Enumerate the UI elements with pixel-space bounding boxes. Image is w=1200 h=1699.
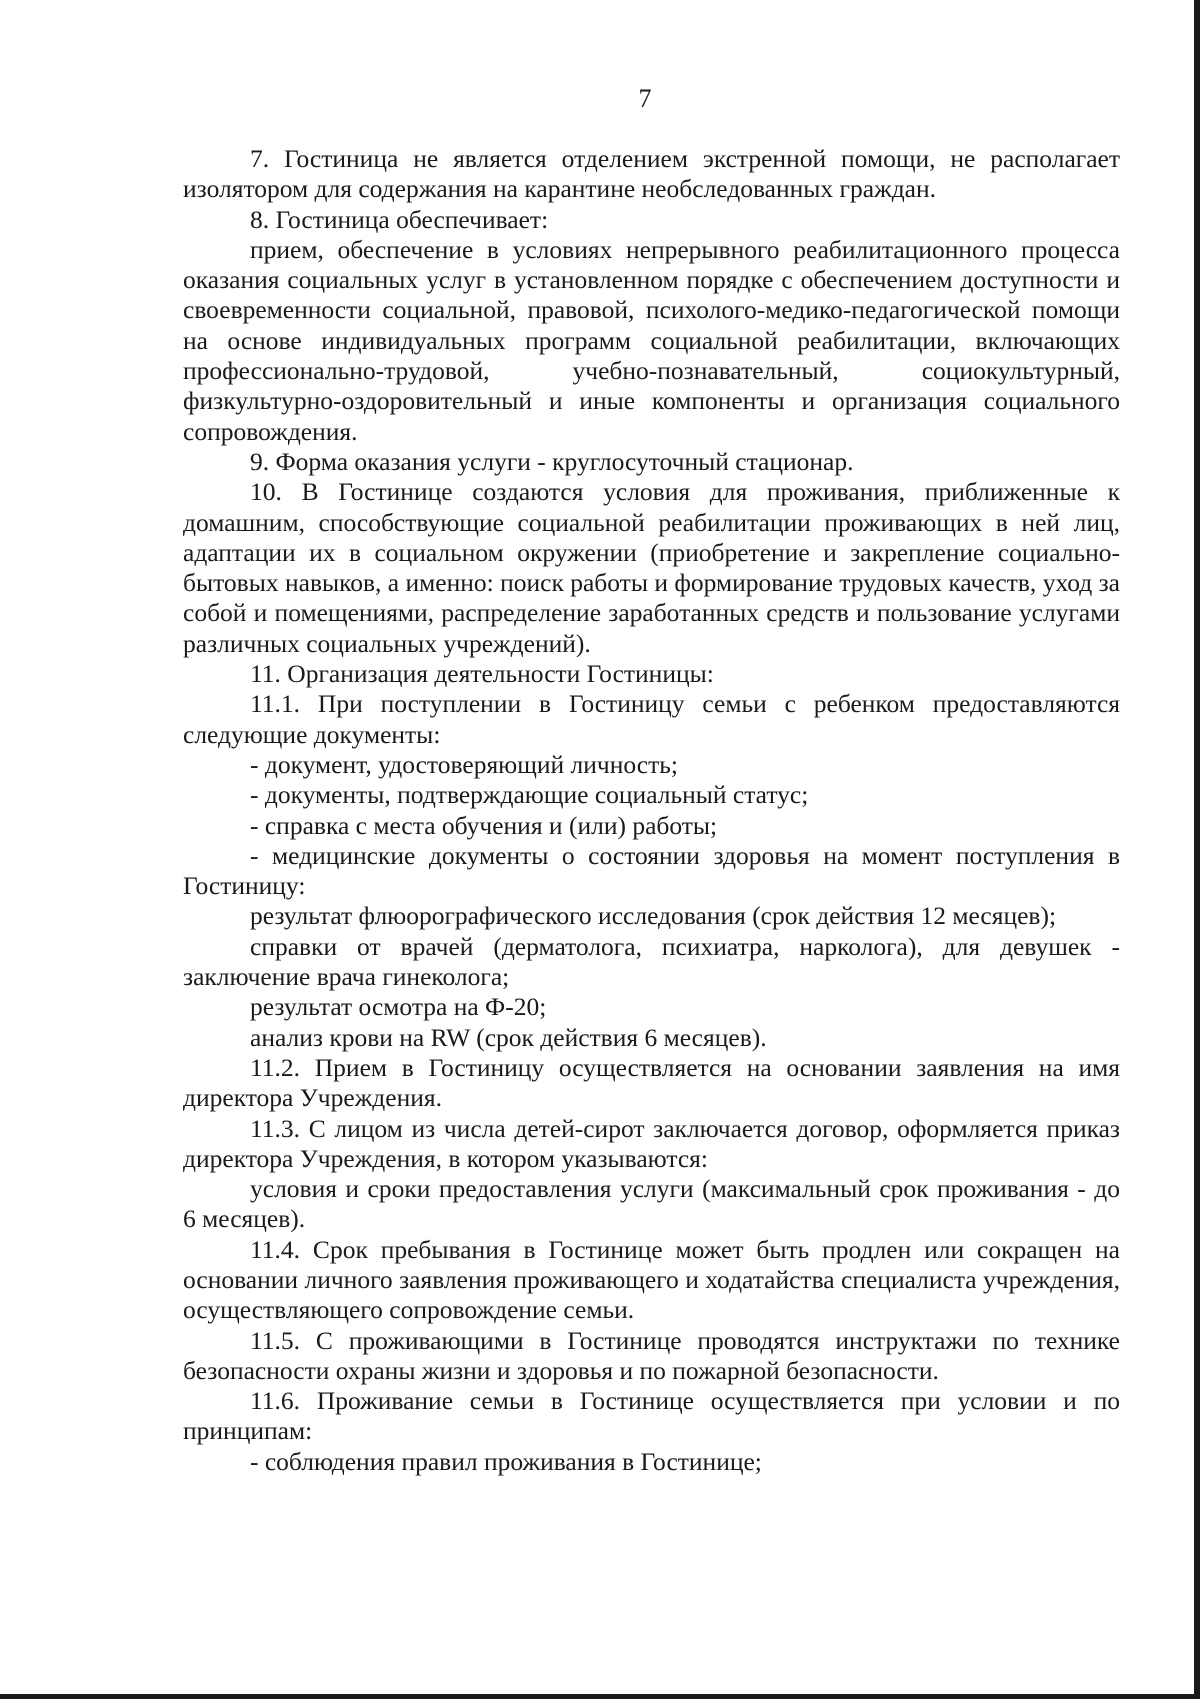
paragraph: 11.2. Прием в Гостиницу осуществляется на основании заявления на имя директора Учреждения. — [183, 1052, 1120, 1113]
list-item: - документы, подтверждающие социальный статус; — [250, 780, 809, 810]
scan-edge-right — [1194, 0, 1200, 1699]
document-body — [183, 144, 1120, 1477]
list-item: - документ, удостоверяющий личность; — [250, 749, 678, 779]
paragraph: 11.3. С лицом из числа детей-сирот заключается договор, оформляется приказ директора Учреждения, в котором указываются: — [183, 1113, 1120, 1173]
paragraph: 11.5. С проживающими в Гостинице проводятся инструктажи по технике безопасности охраны жизни и здоровья и по пожарной безопасности. — [183, 1325, 1120, 1385]
paragraph: 11.6. Проживание семьи в Гостинице осуществляется при условии и по принципам: — [183, 1386, 1120, 1446]
paragraph: прием, обеспечение в условиях непрерывного реабилитационного процесса оказания социальных услуг в установленном порядке с обеспечением доступности и своевременности социальной, правовой, психолого-медико-педагогической помощи на основе индивидуальных программ социальной реабилитации, включающих профессионально-трудовой, учебно-познавательный, социокультурный, физкультурно-оздоровительный и иные компоненты и организация социального сопровождения. — [183, 234, 1120, 446]
paragraph: условия и сроки предоставления услуги (максимальный срок проживания - до 6 месяцев). — [183, 1174, 1120, 1234]
list-item: справки от врачей (дерматолога, психиатра, нарколога), для девушек - заключение врача гинеколога; — [183, 931, 1120, 992]
paragraph: 11.4. Срок пребывания в Гостинице может быть продлен или сокращен на основании личного заявления проживающего и ходатайства специалиста учреждения, осуществляющего сопровождение семьи. — [183, 1234, 1120, 1325]
list-item: - медицинские документы о состоянии здоровья на момент поступления в Гостиницу: — [183, 840, 1120, 901]
page-number: 7 — [638, 84, 652, 113]
paragraph: 10. В Гостинице создаются условия для проживания, приближенные к домашним, способствующие социальной реабилитации проживающих в ней лиц, адаптации их в социальном окружении (приобретение и закрепление социально-бытовых навыков, а именно: поиск работы и формирование трудовых качеств, уход за собой и помещениями, распределение заработанных средств и пользование услугами различных социальных учреждений). — [183, 477, 1120, 658]
paragraph: 11. Организация деятельности Гостиницы: — [250, 659, 714, 689]
scan-edge-bottom — [0, 1694, 1200, 1699]
paragraph: 11.1. При поступлении в Гостиницу семьи с ребенком предоставляются следующие документы: — [183, 689, 1120, 749]
paragraph: 7. Гостиница не является отделением экстренной помощи, не располагает изолятором для содержания на карантине необследованных граждан. — [183, 144, 1120, 204]
paragraph: 9. Форма оказания услуги - круглосуточный стационар. — [250, 446, 854, 476]
paragraph: 8. Гостиница обеспечивает: — [250, 204, 549, 234]
list-item: анализ крови на RW (срок действия 6 месяцев). — [250, 1022, 767, 1052]
list-item: результат осмотра на Ф-20; — [250, 992, 547, 1022]
list-item: - справка с места обучения и (или) работы; — [250, 810, 718, 840]
list-item: результат флюорографического исследования (срок действия 12 месяцев); — [250, 901, 1057, 931]
list-item: - соблюдения правил проживания в Гостинице; — [250, 1446, 762, 1476]
